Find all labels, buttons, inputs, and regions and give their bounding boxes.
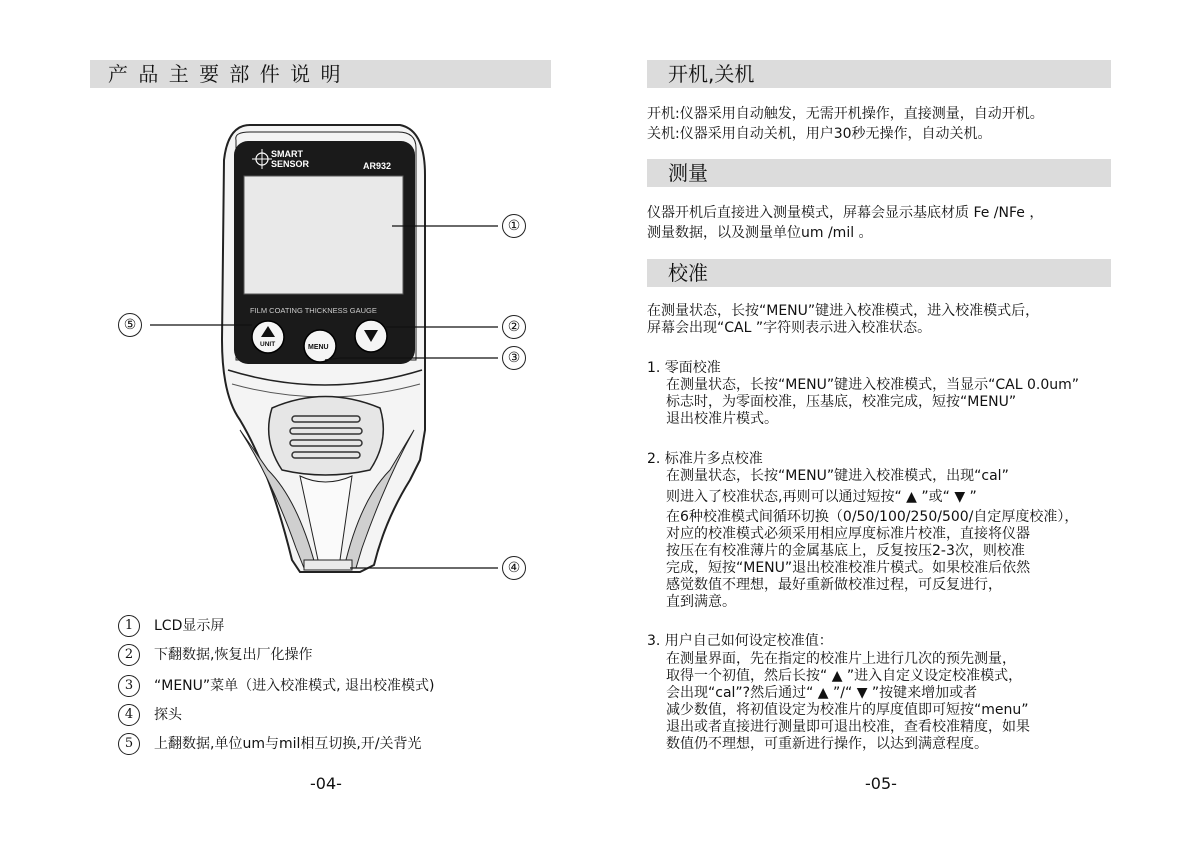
left-heading: 产 品 主 要 部 件 说 明: [108, 62, 343, 86]
model-label: AR932: [363, 161, 392, 171]
legend-num-2: 2: [118, 644, 140, 666]
legend-item-1: [118, 614, 224, 638]
calib-s1-l2: 标志时，为零面校准，压基底，校准完成，短按“MENU”: [666, 394, 1017, 410]
page-number-left: -04-: [310, 774, 342, 793]
calib-s3-l3: 会出现“cal”?然后通过“ ▲ ”/“ ▼ ”按键来增加或者: [666, 685, 978, 701]
calib-s3-l4: 减少数值，将初值设定为校准片的厚度值即可短按“menu”: [666, 702, 1029, 718]
menu-button: [304, 330, 336, 362]
legend-num-5: 5: [118, 733, 140, 755]
callout-2: ②: [502, 315, 526, 339]
brand-line2: SENSOR: [271, 159, 310, 169]
calib-s2-l8: 直到满意。: [666, 594, 736, 610]
legend-text-4: 探头: [154, 707, 182, 723]
power-off-text: 关机:仪器采用自动关机，用户30秒无操作，自动关机。: [647, 126, 992, 142]
legend-num-3: 3: [118, 675, 140, 697]
calib-s1-l3: 退出校准片模式。: [666, 411, 778, 427]
menu-label: MENU: [308, 344, 329, 351]
down-button: [355, 320, 387, 352]
calib-heading: 校准: [668, 261, 708, 285]
calib-s1-title: 1. 零面校准: [647, 360, 721, 376]
legend-text-2: 下翻数据,恢复出厂化操作: [154, 647, 313, 663]
measure-heading-bar: [647, 159, 1111, 187]
calib-s3-title: 3. 用户自己如何设定校准值：: [647, 633, 833, 649]
page-number-right: -05-: [865, 774, 897, 793]
calib-s2-title: 2. 标准片多点校准: [647, 451, 763, 467]
calib-intro-1: 在测量状态，长按“MENU”键进入校准模式，进入校准模式后，: [647, 303, 1040, 319]
legend-text-1: LCD显示屏: [154, 618, 225, 634]
film-label: FILM COATING THICKNESS GAUGE: [250, 306, 377, 315]
legend-text-3: “MENU”菜单（进入校准模式, 退出校准模式): [154, 678, 435, 694]
measure-line-1: 仪器开机后直接进入测量模式，屏幕会显示基底材质 Fe /NFe ，: [647, 205, 1044, 221]
calib-s3-l1: 在测量界面，先在指定的校准片上进行几次的预先测量，: [666, 651, 1016, 667]
power-heading: 开机,关机: [668, 62, 755, 86]
calib-s2-l4: 对应的校准模式必须采用相应厚度标准片校准，直接将仪器: [666, 526, 1030, 542]
calib-s2-l2: 则进入了校准状态,再则可以通过短按“ ▲ ”或“ ▼ ”: [666, 489, 977, 505]
calib-s2-l5: 按压在有校准薄片的金属基底上，反复按压2-3次，则校准: [666, 543, 1025, 559]
lcd-screen: [244, 176, 403, 294]
callout-5: ⑤: [118, 313, 142, 337]
probe-tip: [304, 560, 352, 570]
legend-num-1: 1: [118, 615, 140, 637]
legend-item-4: [118, 703, 182, 727]
calib-s2-l3: 在6种校准模式间循环切换（0/50/100/250/500/自定厚度校准），: [666, 509, 1079, 525]
legend-item-5: [118, 732, 422, 756]
calib-s3-l2: 取得一个初值，然后长按“ ▲ ”进入自定义设定校准模式，: [666, 668, 1023, 684]
brand-line1: SMART: [271, 149, 303, 159]
measure-line-2: 测量数据，以及测量单位um /mil 。: [647, 225, 873, 241]
power-on-text: 开机:仪器采用自动触发，无需开机操作，直接测量，自动开机。: [647, 106, 1044, 122]
calib-s2-l7: 感觉数值不理想，最好重新做校准过程，可反复进行，: [666, 577, 1002, 593]
calib-s3-l6: 数值仍不理想，可重新进行操作，以达到满意程度。: [666, 736, 988, 752]
legend-item-2: [118, 643, 312, 667]
unit-label: UNIT: [260, 341, 276, 348]
callout-1: ①: [502, 214, 526, 238]
calib-s2-l6: 完成，短按“MENU”退出校准校准片模式。如果校准后依然: [666, 560, 1031, 576]
calib-heading-bar: [647, 259, 1111, 287]
legend-num-4: 4: [118, 704, 140, 726]
callout-3: ③: [502, 346, 526, 370]
calib-intro-2: 屏幕会出现“CAL ”字符则表示进入校准状态。: [647, 320, 932, 336]
measure-heading: 测量: [668, 161, 708, 185]
grip-pad: [269, 397, 384, 476]
up-unit-button: [252, 321, 284, 353]
legend-text-5: 上翻数据,单位um与mil相互切换,开/关背光: [154, 736, 422, 752]
calib-s1-l1: 在测量状态，长按“MENU”键进入校准模式，当显示“CAL 0.0um”: [666, 377, 1080, 393]
legend-item-3: [118, 674, 435, 698]
calib-s3-l5: 退出或者直接进行测量即可退出校准，查看校准精度，如果: [666, 719, 1030, 735]
callout-4: ④: [502, 556, 526, 580]
calib-s2-l1: 在测量状态，长按“MENU”键进入校准模式，出现“cal”: [666, 468, 1009, 484]
device-illustration: [140, 118, 540, 588]
